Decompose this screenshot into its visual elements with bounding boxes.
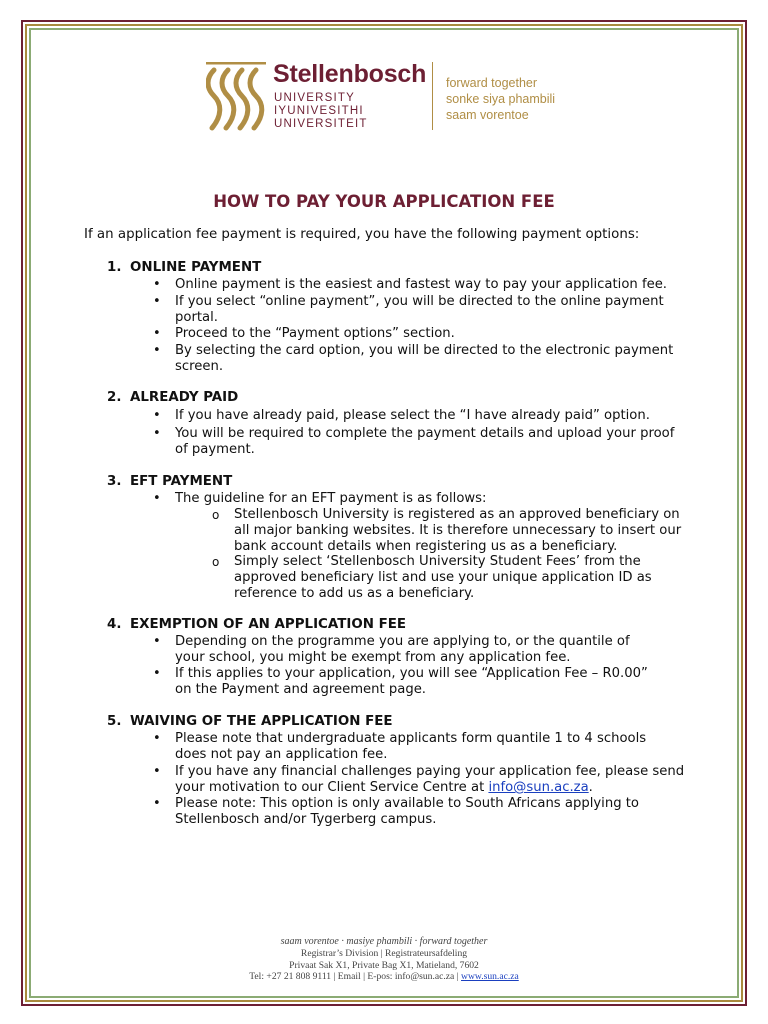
- intro-text: If an application fee payment is required, you have the following payment options:: [84, 227, 640, 242]
- section-title: ALREADY PAID: [130, 390, 239, 405]
- list-item-text: If you have any financial challenges paying your application fee, please send your motivation to our Client Service Centre at: [175, 764, 685, 795]
- logo-divider: [432, 62, 433, 130]
- footer-contact: [0, 971, 768, 983]
- list-item: • Online payment is the easiest and fastest way to pay your application fee.: [175, 277, 695, 293]
- brand-name: Stellenbosch: [273, 60, 427, 88]
- section-number: 1.: [107, 260, 122, 275]
- list-item: [175, 764, 685, 796]
- page-title: HOW TO PAY YOUR APPLICATION FEE: [213, 192, 555, 211]
- brand-sub-line: UNIVERSITY: [274, 92, 356, 104]
- footer-motto: saam vorentoe · masiye phambili · forward together: [280, 936, 488, 947]
- email-link[interactable]: info@sun.ac.za: [488, 780, 589, 795]
- website-link[interactable]: www.sun.ac.za: [461, 971, 519, 982]
- list-item: • Please note that undergraduate applicants form quantile 1 to 4 schools does not pay an application fee.: [175, 731, 675, 763]
- brand-sub-line: IYUNIVESITHI: [274, 105, 364, 117]
- section-heading-online-payment: [107, 260, 261, 275]
- list-item: • Depending on the programme you are applying to, or the quantile of your school, you might be exempt from any application fee.: [175, 634, 655, 666]
- list-item-text: .: [588, 780, 593, 795]
- section-title: WAIVING OF THE APPLICATION FEE: [130, 714, 393, 729]
- footer-address: Privaat Sak X1, Private Bag X1, Matieland, 7602: [289, 959, 479, 971]
- footer: [0, 936, 768, 983]
- section-heading-eft-payment: [107, 474, 232, 489]
- section-number: 2.: [107, 390, 122, 405]
- sub-list-item: o Stellenbosch University is registered as an approved beneficiary on all major banking websites. It is therefore unnecessary to insert our bank account details when registering us as a beneficiary.: [234, 507, 689, 555]
- list-item: • By selecting the card option, you will be directed to the electronic payment screen.: [175, 343, 680, 375]
- list-item: • If you select “online payment”, you will be directed to the online payment portal.: [175, 294, 675, 326]
- sub-list-item: o Simply select ‘Stellenbosch University Student Fees’ from the approved beneficiary list and use your unique application ID as reference to add us as a beneficiary.: [234, 554, 679, 602]
- stellenbosch-emblem-icon: [206, 60, 266, 134]
- section-heading-already-paid: [107, 390, 238, 405]
- list-item: • If you have already paid, please select the “I have already paid” option.: [175, 408, 695, 424]
- tagline: saam vorentoe: [446, 108, 529, 122]
- section-heading-waiving: [107, 714, 393, 729]
- footer-contact-text: Tel: +27 21 808 9111 | Email | E-pos: info@sun.ac.za |: [249, 971, 462, 982]
- list-item: • You will be required to complete the payment details and upload your proof of payment.: [175, 426, 690, 458]
- section-number: 4.: [107, 617, 122, 632]
- list-item: • Proceed to the “Payment options” section.: [175, 326, 695, 342]
- section-number: 5.: [107, 714, 122, 729]
- list-item: • Please note: This option is only available to South Africans applying to Stellenbosch and/or Tygerberg campus.: [175, 796, 655, 828]
- section-number: 3.: [107, 474, 122, 489]
- footer-division: Registrar’s Division | Registrateursafdeling: [300, 948, 468, 959]
- section-title: EXEMPTION OF AN APPLICATION FEE: [130, 617, 407, 632]
- brand-sub-line: UNIVERSITEIT: [274, 118, 368, 130]
- university-logo: [206, 60, 566, 136]
- tagline: sonke siya phambili: [446, 92, 556, 106]
- list-item: • If this applies to your application, you will see “Application Fee – R0.00” on the Payment and agreement page.: [175, 666, 665, 698]
- tagline: forward together: [446, 76, 538, 90]
- section-title: ONLINE PAYMENT: [130, 260, 262, 275]
- list-item: • The guideline for an EFT payment is as follows:: [175, 491, 695, 507]
- section-title: EFT PAYMENT: [130, 474, 233, 489]
- section-heading-exemption: [107, 617, 406, 632]
